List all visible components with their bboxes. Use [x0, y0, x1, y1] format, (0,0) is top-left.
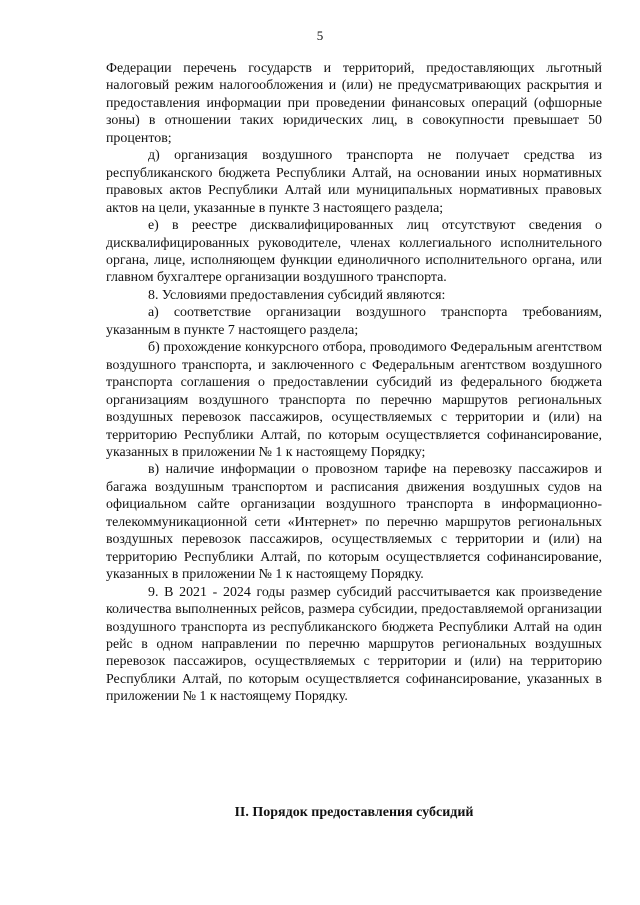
page-number: 5	[316, 28, 324, 43]
paragraph-clause-9: 9. В 2021 - 2024 годы размер субсидий рассчитывается как произведение количества выполненных рейсов, размера субсидии, предоставляемой организации воздушного транспорта из республиканского бюджета Республики Алтай на один рейс в одном направлении по перечню маршрутов региональных воздушных перевозок пассажиров, осуществляемых с территории и (или) на территорию Республики Алтай, по которым осуществляется софинансирование, указанных в приложении № 1 к настоящему Порядку.	[106, 584, 602, 705]
paragraph-item-d: д) организация воздушного транспорта не получает средства из республиканского бюджета Республики Алтай, на основании иных нормативных правовых актов Республики Алтай или муниципальных нормативных правовых актов на цели, указанные в пункте 3 настоящего раздела;	[106, 148, 602, 216]
paragraph-item-v: в) наличие информации о провозном тарифе на перевозку пассажиров и багажа воздушным транспортом и расписания движения воздушных судов на официальном сайте организации воздушного транспорта в информационно-телекоммуникационной сети «Интернет» по перечню маршрутов региональных воздушных перевозок пассажиров, осуществляемых с территории и (или) на территорию Республики Алтай, по которым осуществляется софинансирование, указанных в приложении № 1 к настоящему Порядку.	[106, 462, 602, 583]
paragraph-item-b: б) прохождение конкурсного отбора, проводимого Федеральным агентством воздушного транспорта, и заключенного с Федеральным агентством воздушного транспорта соглашения о предоставлении субсидий из федерального бюджета организациям воздушного транспорта по перечню маршрутов региональных воздушных перевозок пассажиров, осуществляемых с территории и (или) на территорию Республики Алтай, по которым осуществляется софинансирование, указанных в приложении № 1 к настоящему Порядку;	[106, 340, 602, 460]
paragraph-item-a: а) соответствие организации воздушного транспорта требованиям, указанным в пункте 7 настоящего раздела;	[106, 305, 602, 338]
section-heading: II. Порядок предоставления субсидий	[234, 805, 474, 820]
paragraph-item-e: е) в реестре дисквалифицированных лиц отсутствуют сведения о дисквалифицированных руководителе, членах коллегиального исполнительного органа, лице, исполняющем функции единоличного исполнительного органа, или главном бухгалтере организации воздушного транспорта.	[106, 218, 602, 286]
document-body	[106, 60, 602, 706]
paragraph-continuation: Федерации перечень государств и территорий, предоставляющих льготный налоговый режим налогообложения и (или) не предусматривающих раскрытия и предоставления информации при проведении финансовых операций (офшорные зоны) в отношении таких юридических лиц, в совокупности превышает 50 процентов;	[106, 61, 602, 146]
paragraph-clause-8: 8. Условиями предоставления субсидий являются:	[148, 287, 446, 303]
